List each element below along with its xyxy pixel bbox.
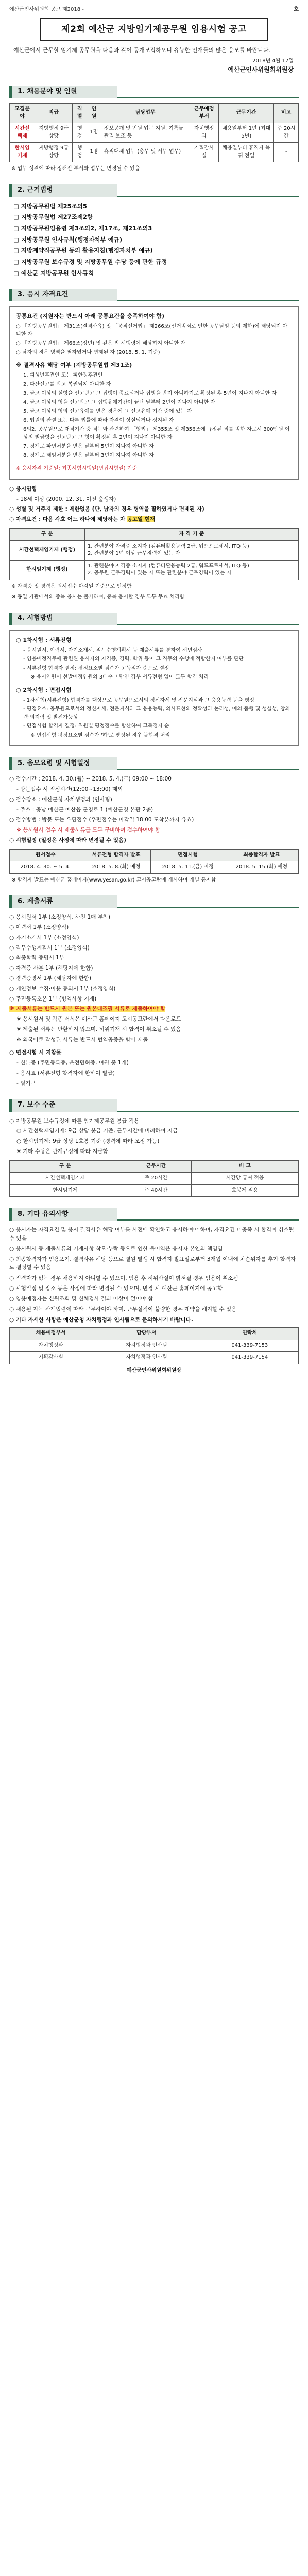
table-cell: 1명 [87,123,101,143]
panel-line: - 서류전형 합격자 결정: 평정요소별 점수가 고득점자 순으로 결정 [23,665,169,671]
panel-line: 6의2. 공무원으로 재직기간 중 직무와 관련하여 「형법」 제355조 및 제356조에 규정된 죄를 범한 자로서 300만원 이상의 벌금형을 선고받고 그 형이 확정된 후 2년이 지나지 아니한 자 [23,427,290,440]
panel-line: ※ 응시인원이 선발예정인원의 3배수 미만인 경우 서류전형 없이 모두 합격 처리 [30,674,209,681]
table-row [10,1352,299,1364]
column-header: 최종합격자 발표 [225,849,298,861]
table-cell: 시간당 급여 적용 [191,1173,298,1185]
list-item: □ 지방공무원 인사규칙(행정자치부 예규) [13,235,123,243]
section-header [9,895,299,908]
table-cell: - [274,143,299,162]
list-item: □ 지방공무원법 제25조의5 [13,202,87,210]
column-header: 근무예정부서 [190,104,218,123]
notice-item: ○ 응시원서 등 제출서류의 기재사항 착오·누락 등으로 인한 불이익은 응시자 본인의 책임임 [9,1245,223,1252]
table-cell: 행정 [73,143,87,162]
section-title: 6. 제출서류 [9,895,117,908]
section-rule [117,895,299,908]
gender-line: ○ 성별 및 거주지 제한 : 제한없음 (단, 남자의 경우 병역을 필하였거나 면제된 자) [9,506,204,513]
application-line: ○ 접수기간 : 2018. 4. 30.(월) ~ 2018. 5. 4.(금) 09:00 ~ 18:00 [9,776,172,783]
table-cell: 041-339-7154 [201,1352,298,1364]
table-cell: 주 20시간 [274,123,299,143]
section-header [9,1099,299,1112]
issuing-organization: 예산군인사위원회위원장 [228,65,294,73]
table-row [10,1340,299,1352]
table-cell: 2018. 5. 8.(화) 예정 [81,861,151,874]
panel-line: 6. 법원의 판결 또는 다른 법률에 따라 자격이 상실되거나 정지된 자 [23,417,174,423]
section-header [9,289,299,301]
table-cell: 시간선택제임기제 [10,1173,121,1185]
table-row [10,861,299,874]
list-item: □ 지방계약직공무원 등의 활용지침(행정자치부 예규) [13,247,153,255]
documents-lines [9,913,299,1044]
section-rule [117,757,299,770]
column-header: 담당업무 [101,104,190,123]
age-line: - 18세 이상 (2000. 12. 31. 이전 출생자) [16,496,116,502]
section-title: 5. 응모요령 및 시험일정 [9,757,117,770]
column-header: 원서접수 [10,849,81,861]
table-cell: 시간선택제임기제 (행정) [10,540,85,560]
table-cell: 자치행정과 [190,123,218,143]
documents-note: ※ 응시원서 및 각종 서식은 예산군 홈페이지 고시공고란에서 다운로드 [16,1016,181,1023]
panel-line: 5. 금고 이상의 형의 선고유예를 받은 경우에 그 선고유예 기간 중에 있는 자 [23,409,192,415]
document-number-label: 예산군인사위원회 공고 제2018 - [9,7,84,12]
table-cell: 자치행정과 인사팀 [92,1352,201,1364]
table-cell: 지방행정 9급 상당 [35,123,73,143]
panel-title: ○ 1차시험 : 서류전형 [16,636,72,643]
documents-highlight [9,1005,299,1013]
section-header [9,757,299,770]
salary-table [9,1160,299,1197]
section-title: 4. 시험방법 [9,613,117,625]
panel-line: - 평정요소: 공무원으로서의 정신자세, 전문지식과 그 응용능력, 의사표현의 정확성과 논리성, 예의·품행 및 성실성, 창의력·의지력 및 발전가능성 [23,706,290,720]
qualification-highlight: 공고일 현재 [127,516,156,523]
column-header: 근무기간 [218,104,273,123]
schedule-title: ○ 시험일정 (일정은 사정에 따라 변경될 수 있음) [9,837,126,843]
panel-line: 3. 금고 이상의 실형을 선고받고 그 집행이 종료되거나 집행을 받지 아니하기로 확정된 후 5년이 지나지 아니한 자 [23,391,277,397]
table-cell: 호봉제 적용 [191,1184,298,1197]
notice-item: ○ 응시자는 자격요건 및 응시 결격사유 해당 여부를 사전에 확인하고 응시하여야 하며, 자격요건 미충족 시 합격이 취소될 수 있음 [9,1227,294,1242]
documents-highlight-text: ※ 제출서류는 반드시 원본 또는 원본대조필 서류로 제출하여야 함 [9,1006,166,1012]
panel-line: 8. 징계로 해임처분을 받은 날부터 3년이 지나지 아니한 자 [23,452,154,459]
table-header-row [10,529,299,541]
interview-items-title: ○ 면접시험 시 지참물 [9,1049,62,1056]
column-header: 직급 [35,104,73,123]
table-cell: 행정 [73,123,87,143]
table-cell: 한시임기제 (행정) [10,560,85,580]
panel-line: ○ 남자의 경우 병역을 필하였거나 면제된 자 (2018. 5. 1. 기준) [16,349,160,355]
document-item: ○ 개인정보 수집·이용 동의서 1부 (소정양식) [9,985,116,992]
section-header [9,184,299,197]
list-item: □ 지방공무원임용령 제3조의2, 제17조, 제21조의3 [13,224,152,232]
list-item: □ 지방공무원법 제27조제2항 [13,213,93,221]
table-cell: 한시임기제 [10,1184,121,1197]
panel-line: - 1차시험(서류전형) 합격자를 대상으로 공무원으로서의 정신자세 및 전문지식과 그 응용능력 등을 평정 [23,697,254,703]
table-cell: 기획감사실 [10,1352,92,1364]
announcement-date: 2018년 4월 17일 [252,58,294,64]
table-row [10,540,299,560]
recruitment-table [9,103,299,162]
table-cell: 주 40시간 [121,1184,192,1197]
table-cell: 2018. 5. 11.(금) 예정 [151,861,225,874]
column-header: 인원 [87,104,101,123]
document-item: ○ 경력증명서 1부 (해당자에 한함) [9,975,92,982]
application-line: - 주소 : 충남 예산군 예산읍 군청로 1 (예산군청 본관 2층) [16,806,153,813]
salary-line: ○ 지방공무원 보수규정에 따른 임기제공무원 봉급 적용 [9,1117,140,1124]
table-cell: 자치행정과 [10,1340,92,1352]
panel-line: - 임용예정직무에 관련된 응시자의 자격증, 경력, 학위 등이 그 직무의 수행에 적합한지 여부를 판단 [23,656,244,663]
qualification-line [9,515,299,524]
column-header: 근무시간 [121,1160,192,1173]
eligibility-lines [9,485,299,524]
column-header: 자 격 기 준 [84,529,298,541]
table-cell: 2018. 5. 15.(화) 예정 [225,861,298,874]
panel-line: ○ 「지방공무원법」 제31조(결격사유) 및 「공직선거법」 제266조(선거범죄로 인한 공무담임 등의 제한)에 해당되지 아니한 자 [16,324,288,337]
notice-item: ○ 채용된 자는 관계법령에 따라 근무하여야 하며, 근무실적이 불량한 경우 계약을 해지할 수 있음 [9,1306,237,1313]
column-header: 면접시험 [151,849,225,861]
recruitment-note: ※ 업무 성격에 따라 정해진 부서와 업무는 변경될 수 있음 [11,166,140,172]
intro-text: 예산군에서 근무할 임기제 공무원을 다음과 같이 공개모집하오니 유능한 인재들의 많은 응모를 바랍니다. [13,47,270,54]
table-header-row [10,849,299,861]
list-item: □ 지방공무원 보수규정 및 지방공무원 수당 등에 관한 규정 [13,258,167,265]
qualification-note-2: ※ 동일 기관에서의 중복 응시는 불가하며, 중복 응시할 경우 모두 무효 처리함 [11,594,185,600]
table-cell: 2018. 4. 30. ~ 5. 4. [10,861,81,874]
document-item: ○ 이력서 1부 (소정양식) [9,924,69,931]
table-header-row [10,1328,299,1340]
document-number-suffix: 호 [294,7,299,12]
panel-line: 1. 피성년후견인 또는 피한정후견인 [23,372,103,379]
panel-line: - 면접시험 합격자 결정: 위원별 평정점수를 합산하여 고득점자 순 [23,723,169,730]
qualification-text: ○ 자격요건 : 다음 각호 어느 하나에 해당하는 자 [9,516,126,523]
application-line: ○ 접수장소 : 예산군청 자치행정과 (인사팀) [9,796,112,803]
panel-subtitle: ※ 결격사유 해당 여부 (지방공무원법 제31조) [16,362,132,369]
qualification-table [9,528,299,580]
legal-basis-list [13,202,299,278]
list-item: □ 예산군 지방공무원 인사규칙 [13,269,94,277]
table-cell: 1. 관련분야 자격증 소지자 (컴퓨터활용능력 2급, 워드프로세서, ITQ 등) 2. 관련분야 1년 이상 근무경력이 있는 자 [84,540,298,560]
section-header [9,1208,299,1221]
section-header [9,613,299,625]
document-item: ○ 응시원서 1부 (소정양식, 사진 1매 부착) [9,914,111,921]
age-title: ○ 응시연령 [9,485,37,492]
column-header: 서류전형 합격자 발표 [81,849,151,861]
section-title: 3. 응시 자격요건 [9,289,117,301]
section-rule [117,1099,299,1112]
section-title: 2. 근거법령 [9,184,117,197]
column-header: 구 분 [10,529,85,541]
document-item: ○ 최종학력 증명서 1부 [9,955,64,961]
notice-item: ○ 최종합격자가 임용포기, 결격사유 해당 등으로 결원 발생 시 합격자 발표일로부터 3개월 이내에 차순위자를 추가 합격자로 결정할 수 있음 [9,1256,296,1271]
document-item: ○ 자기소개서 1부 (소정양식) [9,934,79,941]
documents-note: ※ 제출된 서류는 반환하지 않으며, 허위기재 시 합격이 취소될 수 있음 [16,1026,181,1032]
interview-item: - 응시표 (서류전형 합격자에 한하여 발급) [16,1070,115,1077]
table-cell: 041-339-7153 [201,1340,298,1352]
application-line: ○ 접수방법 : 방문 또는 우편접수 (우편접수는 마감일 18:00 도착분까지 유효) [9,817,194,823]
table-cell: 자치행정과 인사팀 [92,1340,201,1352]
salary-line: ※ 기타 수당은 관계규정에 따라 지급함 [16,1148,108,1155]
column-header: 연락처 [201,1328,298,1340]
table-cell: 채용일부터 1년 (최대 5년) [218,123,273,143]
panel-line: 2. 파산선고를 받고 복권되지 아니한 자 [23,381,111,387]
panel-note: ※ 응시자격 기준일: 최종시험시행일(면접시험일) 기준 [16,466,138,472]
section-title: 8. 기타 유의사항 [9,1208,117,1221]
panel-line: ○ 「지방공무원법」 제66조(정년) 및 같은 법 시행령에 해당하지 아니한 자 [16,341,186,347]
table-cell: 지방행정 9급 상당 [35,143,73,162]
column-header: 담당부서 [92,1328,201,1340]
document-item: ○ 직무수행계획서 1부 (소정양식) [9,944,90,951]
application-line: - 방문접수 시 점심시간(12:00~13:00) 제외 [16,786,123,792]
panel-title: ○ 2차시험 : 면접시험 [16,686,72,693]
footer-organization: 예산군인사위원회위원장 [126,1367,182,1374]
table-cell: 시간선택제 [10,123,35,143]
section-title: 7. 보수 수준 [9,1099,117,1112]
panel-line: - 응시원서, 이력서, 자기소개서, 직무수행계획서 등 제출서류를 통하여 서면심사 [23,647,202,653]
interview-item: - 필기구 [16,1080,36,1087]
qualification-note: ※ 자격증 및 경력은 원서접수 마감일 기준으로 인정함 [11,583,132,589]
section-rule [117,86,299,98]
table-cell: 정보공개 및 민원 업무 지원, 기록물 관리 보조 등 [101,123,190,143]
notice-list [9,1226,299,1324]
interview-item: - 신분증 (주민등록증, 운전면허증, 여권 중 1개) [16,1059,129,1066]
panel-line: ※ 면접시험 평정요소별 점수가 '하'로 평정된 경우 불합격 처리 [30,732,170,738]
page-title: 제2회 예산군 지방임기제공무원 임용시험 공고 [61,24,247,35]
table-row [10,1184,299,1197]
table-cell: 1명 [87,143,101,162]
salary-line: ○ 한시임기제: 9급 상당 1호봉 기준 (경력에 따라 조정 가능) [16,1138,160,1145]
table-cell: 한시임기제 [10,143,35,162]
section-header [9,86,299,98]
document-number-strip [9,6,299,14]
panel-line: 7. 징계로 파면처분을 받은 날부터 5년이 지나지 아니한 자 [23,444,154,450]
table-cell: 주 20시간 [121,1173,192,1185]
section-rule [117,289,299,301]
salary-line: ○ 시간선택제임기제: 9급 상당 봉급 기준, 근무시간에 비례하여 지급 [16,1128,178,1134]
application-lines [9,775,299,845]
common-requirements-panel [9,306,299,480]
document-item: ○ 자격증 사본 1부 (해당자에 한함) [9,965,93,972]
table-cell: 기획감사실 [190,143,218,162]
column-header: 직렬 [73,104,87,123]
table-header-row [10,1160,299,1173]
title-box [40,18,268,41]
table-row [10,560,299,580]
table-cell: 1. 관련분야 자격증 소지자 (컴퓨터활용능력 2급, 워드프로세서, ITQ 등) 2. 공무원 근무경력이 있는 자 또는 관련분야 근무경력이 있는 자 [84,560,298,580]
notice-item: ○ 적격자가 없는 경우 채용하지 아니할 수 있으며, 임용 후 허위사실이 밝혀질 경우 임용이 취소됨 [9,1275,238,1281]
interview-items [9,1048,299,1088]
exam-method-panel [9,630,299,747]
application-line: ※ 응시원서 접수 시 제출서류를 모두 구비하여 접수하여야 함 [16,827,160,834]
notice-item: ○ 임용예정자는 신원조회 및 신체검사 결과 이상이 없어야 함 [9,1296,153,1302]
salary-lines [9,1117,299,1156]
column-header: 비 고 [191,1160,298,1173]
table-cell: 휴직대체 업무 (총무 및 서무 업무) [101,143,190,162]
section-rule [117,1208,299,1221]
schedule-table [9,849,299,874]
panel-title: 공통요건 (지원자는 반드시 아래 공통요건을 충족하여야 함) [16,313,165,320]
column-header: 채용예정부서 [10,1328,92,1340]
notice-item: ○ 시험일정 및 장소 등은 사정에 따라 변경될 수 있으며, 변경 시 예산군 홈페이지에 공고함 [9,1285,223,1292]
table-row [10,143,299,162]
section-rule [117,184,299,197]
section-title: 1. 채용분야 및 인원 [9,86,117,98]
schedule-note: ※ 합격자 발표는 예산군 홈페이지(www.yesan.go.kr) 고시공고란에 게시하며 개별 통지함 [11,877,216,883]
contact-table [9,1327,299,1364]
panel-line: 4. 금고 이상의 형을 선고받고 그 집행유예기간이 끝난 날부터 2년이 지나지 아니한 자 [23,399,215,405]
section-rule [117,613,299,625]
column-header: 모집분야 [10,104,35,123]
column-header: 구 분 [10,1160,121,1173]
table-cell: 채용일부터 휴직자 복귀 전일 [218,143,273,162]
table-row [10,123,299,143]
document-item: ○ 주민등록초본 1부 (병역사항 기재) [9,995,97,1002]
documents-note: ※ 외국어로 작성된 서류는 반드시 번역공증을 받아 제출 [16,1036,148,1043]
table-row [10,1173,299,1185]
notice-item: ○ 기타 자세한 사항은 예산군청 자치행정과 인사팀으로 문의하시기 바랍니다. [9,1316,193,1323]
table-header-row [10,104,299,123]
column-header: 비고 [274,104,299,123]
